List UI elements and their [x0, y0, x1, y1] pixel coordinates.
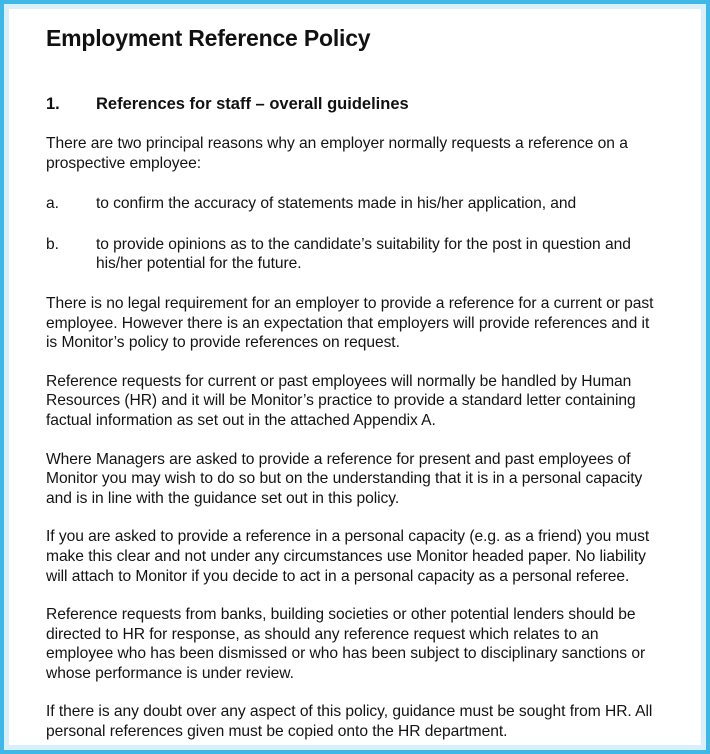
section-heading — [46, 94, 655, 114]
body-paragraph: Reference requests for current or past employees will normally be handled by Human Resources (HR) and it will be Monitor’s practice to provide a standard letter containing factual information as set out in the attached Appendix A. — [46, 372, 636, 429]
body-paragraph: There is no legal requirement for an employer to provide a reference for a current or past employee. However there is an expectation that employers will provide references and it is Monitor’s policy to provide references on request. — [46, 294, 654, 352]
list-item-text: to provide opinions as to the candidate’s suitability for the post in question and his/her potential for the future. — [96, 235, 631, 273]
body-paragraph: Where Managers are asked to provide a reference for present and past employees of Monitor you may wish to do so but on the understanding that it is in a personal capacity and is in line with the guidance set out in this policy. — [46, 450, 643, 507]
list-item-marker: b. — [46, 235, 59, 253]
list-item-text: to confirm the accuracy of statements made in his/her application, and — [96, 195, 577, 213]
list-item — [46, 235, 655, 274]
page-title: Employment Reference Policy — [46, 25, 371, 51]
section-number: 1. — [46, 95, 60, 113]
list-item-marker: a. — [46, 195, 59, 213]
body-paragraph: If there is any doubt over any aspect of this policy, guidance must be sought from HR. All personal references given must be copied onto the HR department. — [46, 703, 653, 741]
section-heading-text: References for staff – overall guidelines — [96, 95, 409, 113]
body-paragraph: If you are asked to provide a reference in a personal capacity (e.g. as a friend) you must make this clear and not under any circumstances use Monitor headed paper. No liability will attach to Monitor if you decide to act in a personal capacity as a personal referee. — [46, 528, 650, 585]
list-item — [46, 194, 655, 214]
body-paragraph: Reference requests from banks, building societies or other potential lenders should be directed to HR for response, as should any reference request which relates to an employee who has been dismissed or who has been subject to disciplinary sanctions or whose performance is under review. — [46, 606, 646, 682]
document-content — [9, 9, 701, 745]
intro-paragraph: There are two principal reasons why an employer normally requests a reference on a prospective employee: — [46, 135, 628, 172]
